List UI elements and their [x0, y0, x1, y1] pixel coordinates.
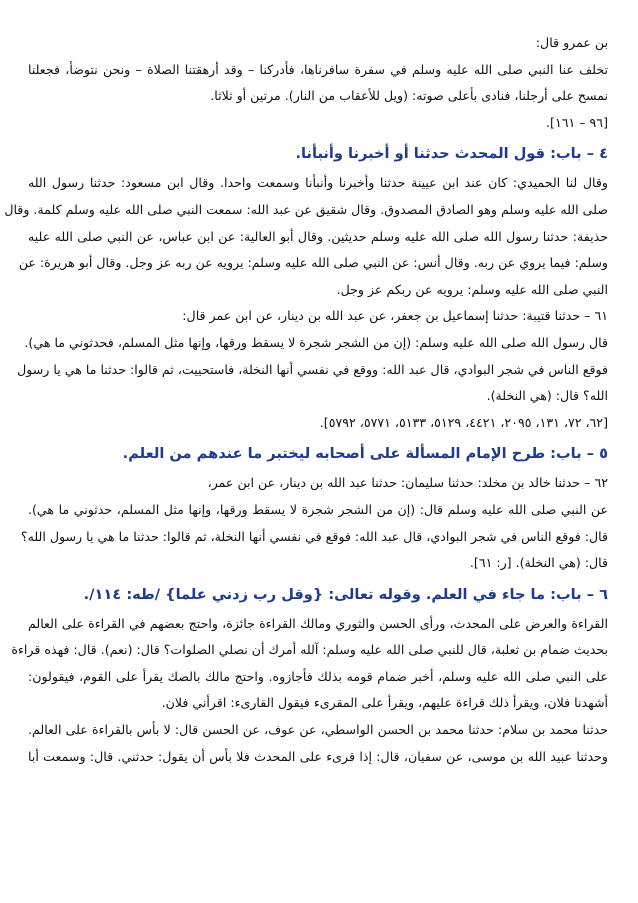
section-heading-4: ٤ – باب: قول المحدث حدثنا أو أخبرنا وأنبأنا. — [295, 145, 608, 163]
text-line: أشهدنا فلان، ويقرأ ذلك قراءة عليهم، ويقرأ على المقرىء فيقول القارىء: اقرأني فلان. — [161, 695, 608, 711]
text-line: نمسح على أرجلنا، فنادى بأعلى صوته: (ويل للأعقاب من النار). مرتين أو ثلاثا. — [210, 88, 608, 104]
text-line: على النبي صلى الله عليه وسلم، أخبر ضمام قومه بذلك فأجازوه. واحتج مالك بالصك يقرأ على القوم، فيقولون: — [28, 668, 608, 684]
reference-line: [٩٦ – ١٦١]. — [546, 114, 608, 130]
text-line: قال رسول الله صلى الله عليه وسلم: (إن من الشجر شجرة لا يسقط ورقها، وإنها مثل المسلم، فحدثوني ما هي). — [24, 334, 608, 350]
section-heading-5: ٥ – باب: طرح الإمام المسألة على أصحابه ليختبر ما عندهم من العلم. — [122, 445, 608, 463]
text-line: وحدثنا عبيد الله بن موسى، عن سفيان، قال: إذا قرىء على المحدث فلا بأس أن يقول: حدثني. قال: وسمعت أبا — [28, 748, 608, 764]
reference-line: [٦٢، ٧٢، ١٣١، ٢٠٩٥، ٤٤٢١، ٥١٢٩، ٥١٣٣، ٥٧٧١، ٥٧٩٢]. — [319, 414, 608, 430]
hadith-number-line: ٦٢ – حدثنا خالد بن مخلد: حدثنا سليمان: حدثنا عبد الله بن دينار، عن ابن عمر، — [207, 475, 608, 491]
text-line: فوقع الناس في شجر البوادي، قال عبد الله: ووقع في نفسي أنها النخلة، فاستحييت، ثم قالوا: حدثنا ما هي يا رسول — [17, 361, 608, 377]
text-line: قال: فوقع الناس في شجر البوادي، قال عبد الله: فوقع في نفسي أنها النخلة، ثم قالوا: حدثنا ما هي يا رسول الله؟ — [20, 528, 608, 544]
text-line: وسلم: فيما يروي عن ربه. وقال أنس: عن النبي صلى الله عليه وسلم: يرويه عن ربه عز وجل. وقال أبو هريرة: عن — [18, 255, 608, 271]
text-line: وقال لنا الحميدي: كان عند ابن عيينة حدثنا وأخبرنا وأنبأنا وسمعت واحدا. وقال ابن مسعود: حدثنا رسول الله — [28, 175, 608, 191]
text-line: حدثنا محمد بن سلام: حدثنا محمد بن الحسن الواسطي، عن عوف، عن الحسن قال: لا بأس بالقراءة على العالم. — [28, 722, 608, 738]
text-line: تخلف عنا النبي صلى الله عليه وسلم في سفرة سافرناها، فأدركنا – وقد أرهقتنا الصلاة – ونحن نتوضأ، فجعلنا — [28, 61, 608, 77]
text-line: قال: (هي النخلة). [ر: ٦١]. — [469, 555, 608, 571]
text-line: النبي صلى الله عليه وسلم: يرويه عن ربكم عز وجل. — [336, 281, 608, 297]
text-line: صلى الله عليه وسلم وهو الصادق المصدوق. وقال شقيق عن عبد الله: سمعت النبي صلى الله عليه وسلم كلمة. وقال — [4, 201, 608, 217]
section-heading-6: ٦ – باب: ما جاء في العلم. وقوله تعالى: {وقل رب زدني علما} /طه: ١١٤/. — [83, 585, 608, 603]
text-line: الله؟ قال: (هي النخلة). — [486, 388, 608, 404]
hadith-number-line: ٦١ – حدثنا قتيبة: حدثنا إسماعيل بن جعفر، عن عبد الله بن دينار، عن ابن عمر قال: — [182, 308, 608, 324]
text-line: حذيفة: حدثنا رسول الله صلى الله عليه وسلم حديثين. وقال أبو العالية: عن ابن عباس، عن النبي صلى الله عليه — [28, 228, 608, 244]
text-line: بن عمرو قال: — [535, 35, 608, 50]
text-line: عن النبي صلى الله عليه وسلم قال: (إن من الشجر شجرة لا يسقط ورقها، وإنها مثل المسلم، حدثوني ما هي). — [28, 501, 608, 517]
text-line: القراءة والعرض على المحدث، ورأى الحسن والثوري ومالك القراءة جائزة، واحتج بعضهم في القراءة على العالم — [28, 615, 608, 631]
text-line: بحديث ضمام بن ثعلبة، قال للنبي صلى الله عليه وسلم: آلله أمرك أن نصلي الصلوات؟ قال: (نعم). قال: فهذه قراءة — [11, 642, 608, 658]
